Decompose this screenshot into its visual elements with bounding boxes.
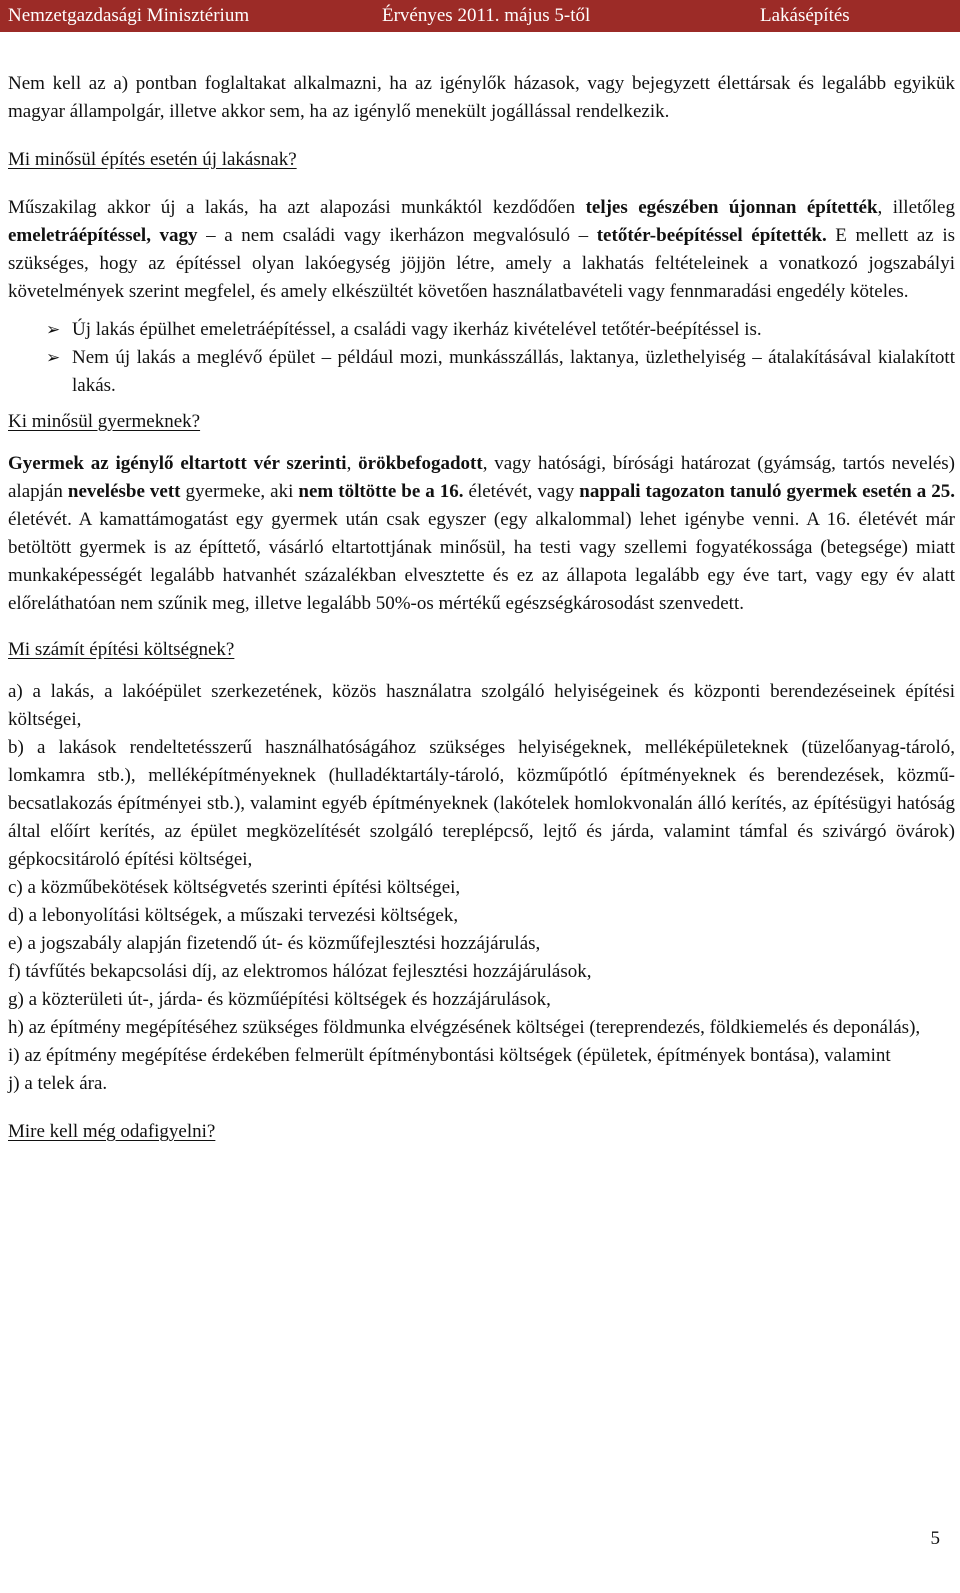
- new-flat-text-2: , illetőleg: [877, 197, 955, 218]
- cost-item: b) a lakások rendeltetésszerű használhatóságához szükséges helyiségeknek, melléképületeknek (tüzelőanyag-tároló, lomkamra stb.), melléképítményeknek (hulladéktartály-tároló, közműpótló építményeknek és berendezések, közmű-becsatlakozás építményei stb.), valamint egyéb építményeknek (lakótelek homlokvonalán álló kerítés, az építésügyi hatóság által előírt kerítés, az épület megközelítését szolgáló tereplépcső, lejtő és járda, valamint támfal és szivárgó övárok) gépkocsitároló építési költségei,: [8, 737, 955, 870]
- cost-list: [8, 678, 955, 1098]
- cost-item: c) a közműbekötések költségvetés szerinti építési költségei,: [8, 877, 461, 898]
- new-flat-text-4: E mellett az is szükséges, hogy az építéssel olyan lakóegység jöjjön létre, amely a lakhatás feltételeinek a vonatkozó jogszabályi követelmények szerint megfelel, és amely elkészültét követően használatbavételi vagy fennmaradási engedély köteles.: [8, 225, 955, 302]
- cost-item: f) távfűtés bekapcsolási díj, az elektromos hálózat fejlesztési hozzájárulások,: [8, 961, 592, 982]
- child-text-3: gyermeke, aki: [180, 481, 299, 502]
- page-number: 5: [930, 1528, 940, 1549]
- child-bold-2: örökbefogadott: [358, 453, 483, 474]
- heading-child: Ki minősül gyermeknek?: [8, 411, 201, 432]
- child-text-2: , vagy hatósági, bírósági határozat (gyámság, tartós nevelés) alapján: [8, 453, 955, 502]
- cost-item: i) az építmény megépítése érdekében felmerült építménybontási költségek (épületek, építmények bontása), valamint: [8, 1045, 891, 1066]
- intro-paragraph: Nem kell az a) pontban foglaltakat alkalmazni, ha az igénylők házasok, vagy bejegyzett élettársak és legalább egyikük magyar állampolgár, illetve akkor sem, ha az igénylő menekült jogállással rendelkezik.: [8, 73, 955, 122]
- bullet-text: Nem új lakás a meglévő épület – például mozi, munkásszállás, laktanya, üzlethelyiség – átalakításával kialakított lakás.: [72, 347, 955, 396]
- header-validity: Érvényes 2011. május 5-től: [382, 5, 591, 26]
- cost-item: g) a közterületi út-, járda- és közműépítési költségek és hozzájárulások,: [8, 989, 551, 1010]
- bullet-text: Új lakás épülhet emeletráépítéssel, a családi vagy ikerház kivételével tetőtér-beépítéssel is.: [72, 319, 762, 340]
- cost-item: h) az építmény megépítéséhez szükséges földmunka elvégzésének költségei (tereprendezés, földkiemelés és deponálás),: [8, 1017, 921, 1038]
- new-flat-paragraph: [8, 194, 955, 306]
- cost-item: j) a telek ára.: [8, 1073, 108, 1094]
- document-body: [8, 70, 955, 1146]
- cost-item: a) a lakás, a lakóépület szerkezetének, közös használatra szolgáló helyiségeinek és központi berendezéseinek építési költségei,: [8, 681, 955, 730]
- new-flat-text-3: – a nem családi vagy ikerházon megvalósuló –: [197, 225, 597, 246]
- new-flat-bold-1: teljes egészében újonnan építették: [585, 197, 878, 218]
- child-text-1: ,: [346, 453, 359, 474]
- child-text-4: életévét, vagy: [463, 481, 580, 502]
- cost-item: e) a jogszabály alapján fizetendő út- és közműfejlesztési hozzájárulás,: [8, 933, 541, 954]
- child-paragraph: [8, 450, 955, 618]
- header-topic: Lakásépítés: [760, 5, 850, 26]
- arrow-bullet-icon: ➢: [46, 348, 61, 368]
- header-ministry: Nemzetgazdasági Minisztérium: [8, 5, 250, 26]
- new-flat-bold-2: emeletráépítéssel, vagy: [8, 225, 198, 246]
- new-flat-text-1: Műszakilag akkor új a lakás, ha azt alapozási munkáktól kezdődően: [8, 197, 586, 218]
- child-bold-3: nevelésbe vett: [67, 481, 181, 502]
- heading-attention: Mire kell még odafigyelni?: [8, 1121, 216, 1142]
- running-header: [0, 0, 960, 32]
- child-text-5: életévét. A kamattámogatást egy gyermek után csak egyszer (egy alkalommal) lehet igénybe venni. A 16. életévét már betöltött gyermek is az építtető, vásárló eltartottjának minősül, ha testi vagy szellemi fogyatékossága (betegsége) miatt munkaképességét legalább hatvanhét százalékban elvesztette és ez az állapota legalább egy éve tart, vagy egy év alatt előreláthatóan nem szűnik meg, illetve legalább 50%-os mértékű egészségkárosodást szenvedett.: [8, 509, 955, 614]
- bullet-item: [46, 344, 955, 400]
- bullet-item: [46, 316, 955, 344]
- cost-item: d) a lebonyolítási költségek, a műszaki tervezési költségek,: [8, 905, 459, 926]
- new-flat-bold-3: tetőtér-beépítéssel építették.: [596, 225, 827, 246]
- child-bold-4: nem töltötte be a 16.: [298, 481, 464, 502]
- child-bold-5: nappali tagozaton tanuló gyermek esetén a 25.: [579, 481, 956, 502]
- arrow-bullet-icon: ➢: [46, 320, 61, 340]
- heading-new-flat: Mi minősül építés esetén új lakásnak?: [8, 149, 297, 170]
- heading-costs: Mi számít építési költségnek?: [8, 639, 235, 660]
- child-bold-1: Gyermek az igénylő eltartott vér szerinti: [8, 453, 347, 474]
